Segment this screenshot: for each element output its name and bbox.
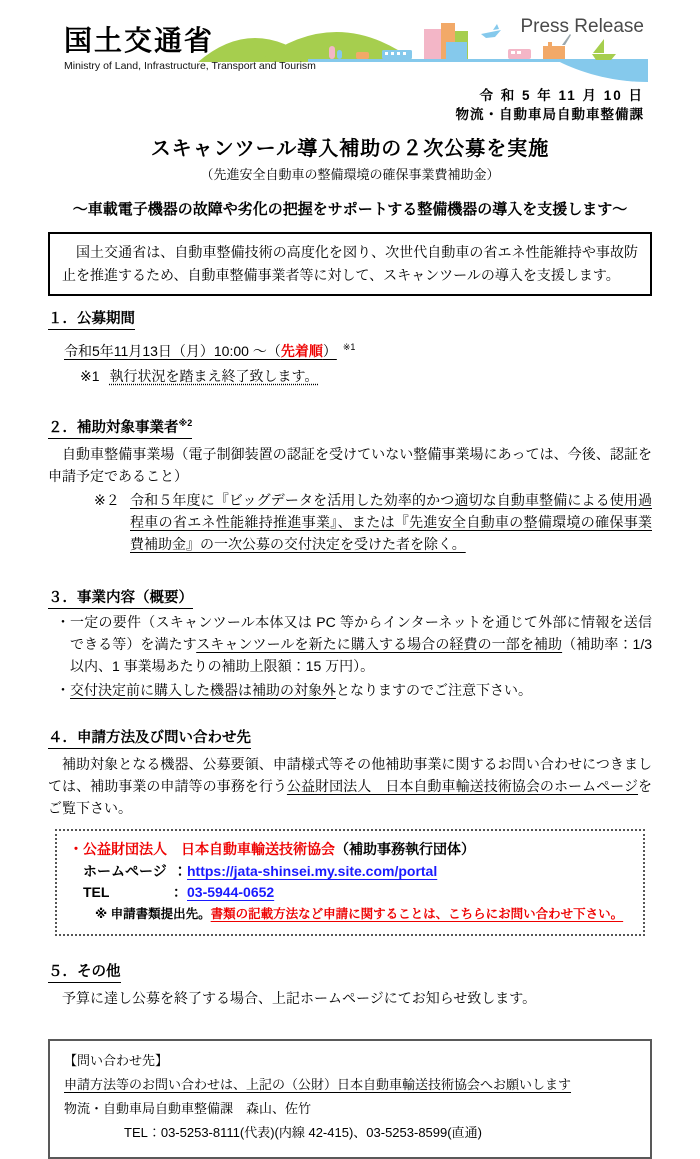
inquiry-line-1-text: 申請方法等のお問い合わせは、上記の（公財）日本自動車輸送技術協会へお願いします (64, 1077, 572, 1092)
inquiry-line-2: 物流・自動車局自動車整備課 森山、佐竹 (64, 1101, 312, 1116)
contact-box (55, 829, 645, 936)
organization-role: （補助事務執行団体） (335, 841, 475, 857)
submission-note-red: 書類の記載方法など申請に関することは、こちらにお問い合わせ下さい。 (210, 906, 624, 921)
inquiry-box (48, 1039, 652, 1159)
car-icon (356, 52, 369, 59)
footnote-1 (80, 365, 652, 387)
footnote-2-text: 令和５年度に『ビッグデータを活用した効率的かつ適切な自動車整備による使用過程車の省エネ性能維持推進事業』、または『先進安全自動車の整備環境の確保事業費補助金』の一次公募の交付決定を受けた者を除く。 (130, 492, 652, 552)
executing-organization (69, 839, 631, 861)
period-text: 令和5年11月13日（月）10:00 ～（ (64, 343, 281, 359)
section-1-period (48, 307, 652, 387)
catch-copy: ～車載電子機器の故障や劣化の把握をサポートする整備機器の導入を支援します～ (72, 201, 628, 218)
bullet-1-pre: 一定の要件（スキャンツール本体又は PC 等からインターネットを通じて外部に情報を送信できる等）を満たす (70, 614, 652, 652)
first-come-first-served-label: 先着順 (280, 343, 323, 359)
bullet-2-post: となりますのでご注意下さい。 (336, 682, 532, 698)
building-icon (424, 29, 441, 59)
train-window (391, 52, 394, 55)
submission-note (95, 904, 631, 926)
person-icon (337, 50, 342, 59)
section-3-heading: ３．事業内容（概要） (48, 586, 193, 609)
organization-name: ・公益財団法人 日本自動車輸送技術協会 (69, 841, 335, 857)
bullet-1-post: （補助率：1/3 以内、1 事業場あたりの補助上限額：15 万円）。 (70, 636, 652, 674)
section-2-heading-text: ２．補助対象事業者 (48, 420, 179, 436)
overview-bullet-1-text (70, 611, 652, 677)
mlit-logo (64, 26, 316, 72)
boat-sail-icon (593, 39, 604, 53)
section-3-overview (48, 586, 652, 701)
footnote-ref-1: ※1 (342, 342, 356, 352)
ministry-name-ja: 国土交通省 (64, 25, 215, 56)
bullet-dot: ・ (56, 614, 70, 630)
footnote-1-text: 執行状況を踏まえ終了致します。 (109, 368, 319, 384)
application-period (64, 336, 652, 362)
header (0, 0, 700, 122)
footnote-ref-2: ※2 (178, 418, 193, 429)
section-4-post: をご覧下さい。 (48, 778, 653, 816)
section-2-eligible-businesses (48, 416, 652, 555)
bullet-dot: ・ (56, 682, 70, 698)
tel-number-link[interactable]: 03-5944-0652 (187, 884, 275, 900)
section-4-underlined: 公益財団法人 日本自動車輸送技術協会のホームページ (286, 778, 639, 794)
release-date: 令 和 5 年 11 月 10 日 (479, 88, 644, 103)
sea-icon (554, 59, 648, 82)
factory-icon (543, 42, 565, 59)
submission-note-black: ※ 申請書類提出先。 (95, 906, 211, 921)
section-2-paragraph: 自動車整備事業場（電子制御装置の認証を受けていない整備事業場にあっては、今後、認証を申請予定であること） (48, 446, 652, 484)
train-window (397, 52, 400, 55)
section-1-heading: １．公募期間 (48, 307, 135, 330)
page-subtitle: （先進安全自動車の整備環境の確保事業費補助金） (200, 167, 500, 182)
section-4-how-to-apply (48, 726, 652, 936)
homepage-row (83, 861, 631, 883)
section-5-heading: ５．その他 (48, 960, 121, 983)
issuing-department: 物流・自動車局自動車整備課 (455, 107, 644, 122)
overview-bullet-2 (56, 679, 652, 701)
footnote-1-label: ※1 (80, 368, 100, 384)
portal-url-link[interactable]: https://jata-shinsei.my.site.com/portal (187, 862, 438, 879)
section-4-heading: ４．申請方法及び問い合わせ先 (48, 726, 251, 749)
homepage-label: ホームページ (83, 862, 167, 879)
summary-text: 国土交通省は、自動車整備技術の高度化を図り、次世代自動車の省エネ性能維持や事故防止を推進するため、自動車整備事業者等に対して、スキャンツールの導入を支援します。 (62, 244, 638, 283)
tel-row (83, 882, 631, 904)
homepage-colon: ： (173, 862, 187, 879)
footnote-2-label: ※２ (94, 492, 120, 508)
summary-box (48, 232, 652, 296)
footnote-2 (94, 489, 652, 555)
section-4-paragraph (48, 753, 652, 819)
tel-label: TEL (83, 884, 110, 900)
inquiry-line-1 (64, 1073, 636, 1097)
section-2-heading (48, 416, 192, 439)
section-4-pre: 補助対象となる機器、公募要領、申請様式等その他補助事業に関するお問い合わせにつきましては、補助事業の申請等の事務を行う (48, 756, 652, 794)
section-5-paragraph: 予算に達し公募を終了する場合、上記ホームページにてお知らせ致します。 (62, 990, 537, 1006)
press-release-label: Press Release (520, 16, 644, 37)
period-text-close: ） (322, 343, 337, 359)
overview-bullet-1 (56, 611, 652, 677)
inquiry-line-3: TEL：03-5253-8111(代表)(内線 42-415)、03-5253-8599(直通) (124, 1125, 482, 1140)
train-window (385, 52, 388, 55)
page-title: スキャンツール導入補助の２次公募を実施 (150, 138, 550, 160)
bus-window (517, 51, 521, 54)
bus-window (511, 51, 515, 54)
train-window (403, 52, 406, 55)
inquiry-title: 【問い合わせ先】 (64, 1053, 169, 1068)
ministry-name-en: Ministry of Land, Infrastructure, Transport and Tourism (64, 59, 316, 72)
bullet-1-underlined: スキャンツールを新たに購入する場合の経費の一部を補助 (196, 636, 563, 652)
person-icon (329, 46, 335, 59)
tel-colon: ： (173, 884, 187, 900)
section-5-other (48, 960, 652, 1009)
document-body (0, 132, 700, 1159)
bullet-2-underlined: 交付決定前に購入した機器は補助の対象外 (70, 682, 336, 698)
overview-bullet-2-text (70, 679, 652, 701)
building-icon (446, 42, 467, 59)
airplane-icon (481, 24, 501, 38)
